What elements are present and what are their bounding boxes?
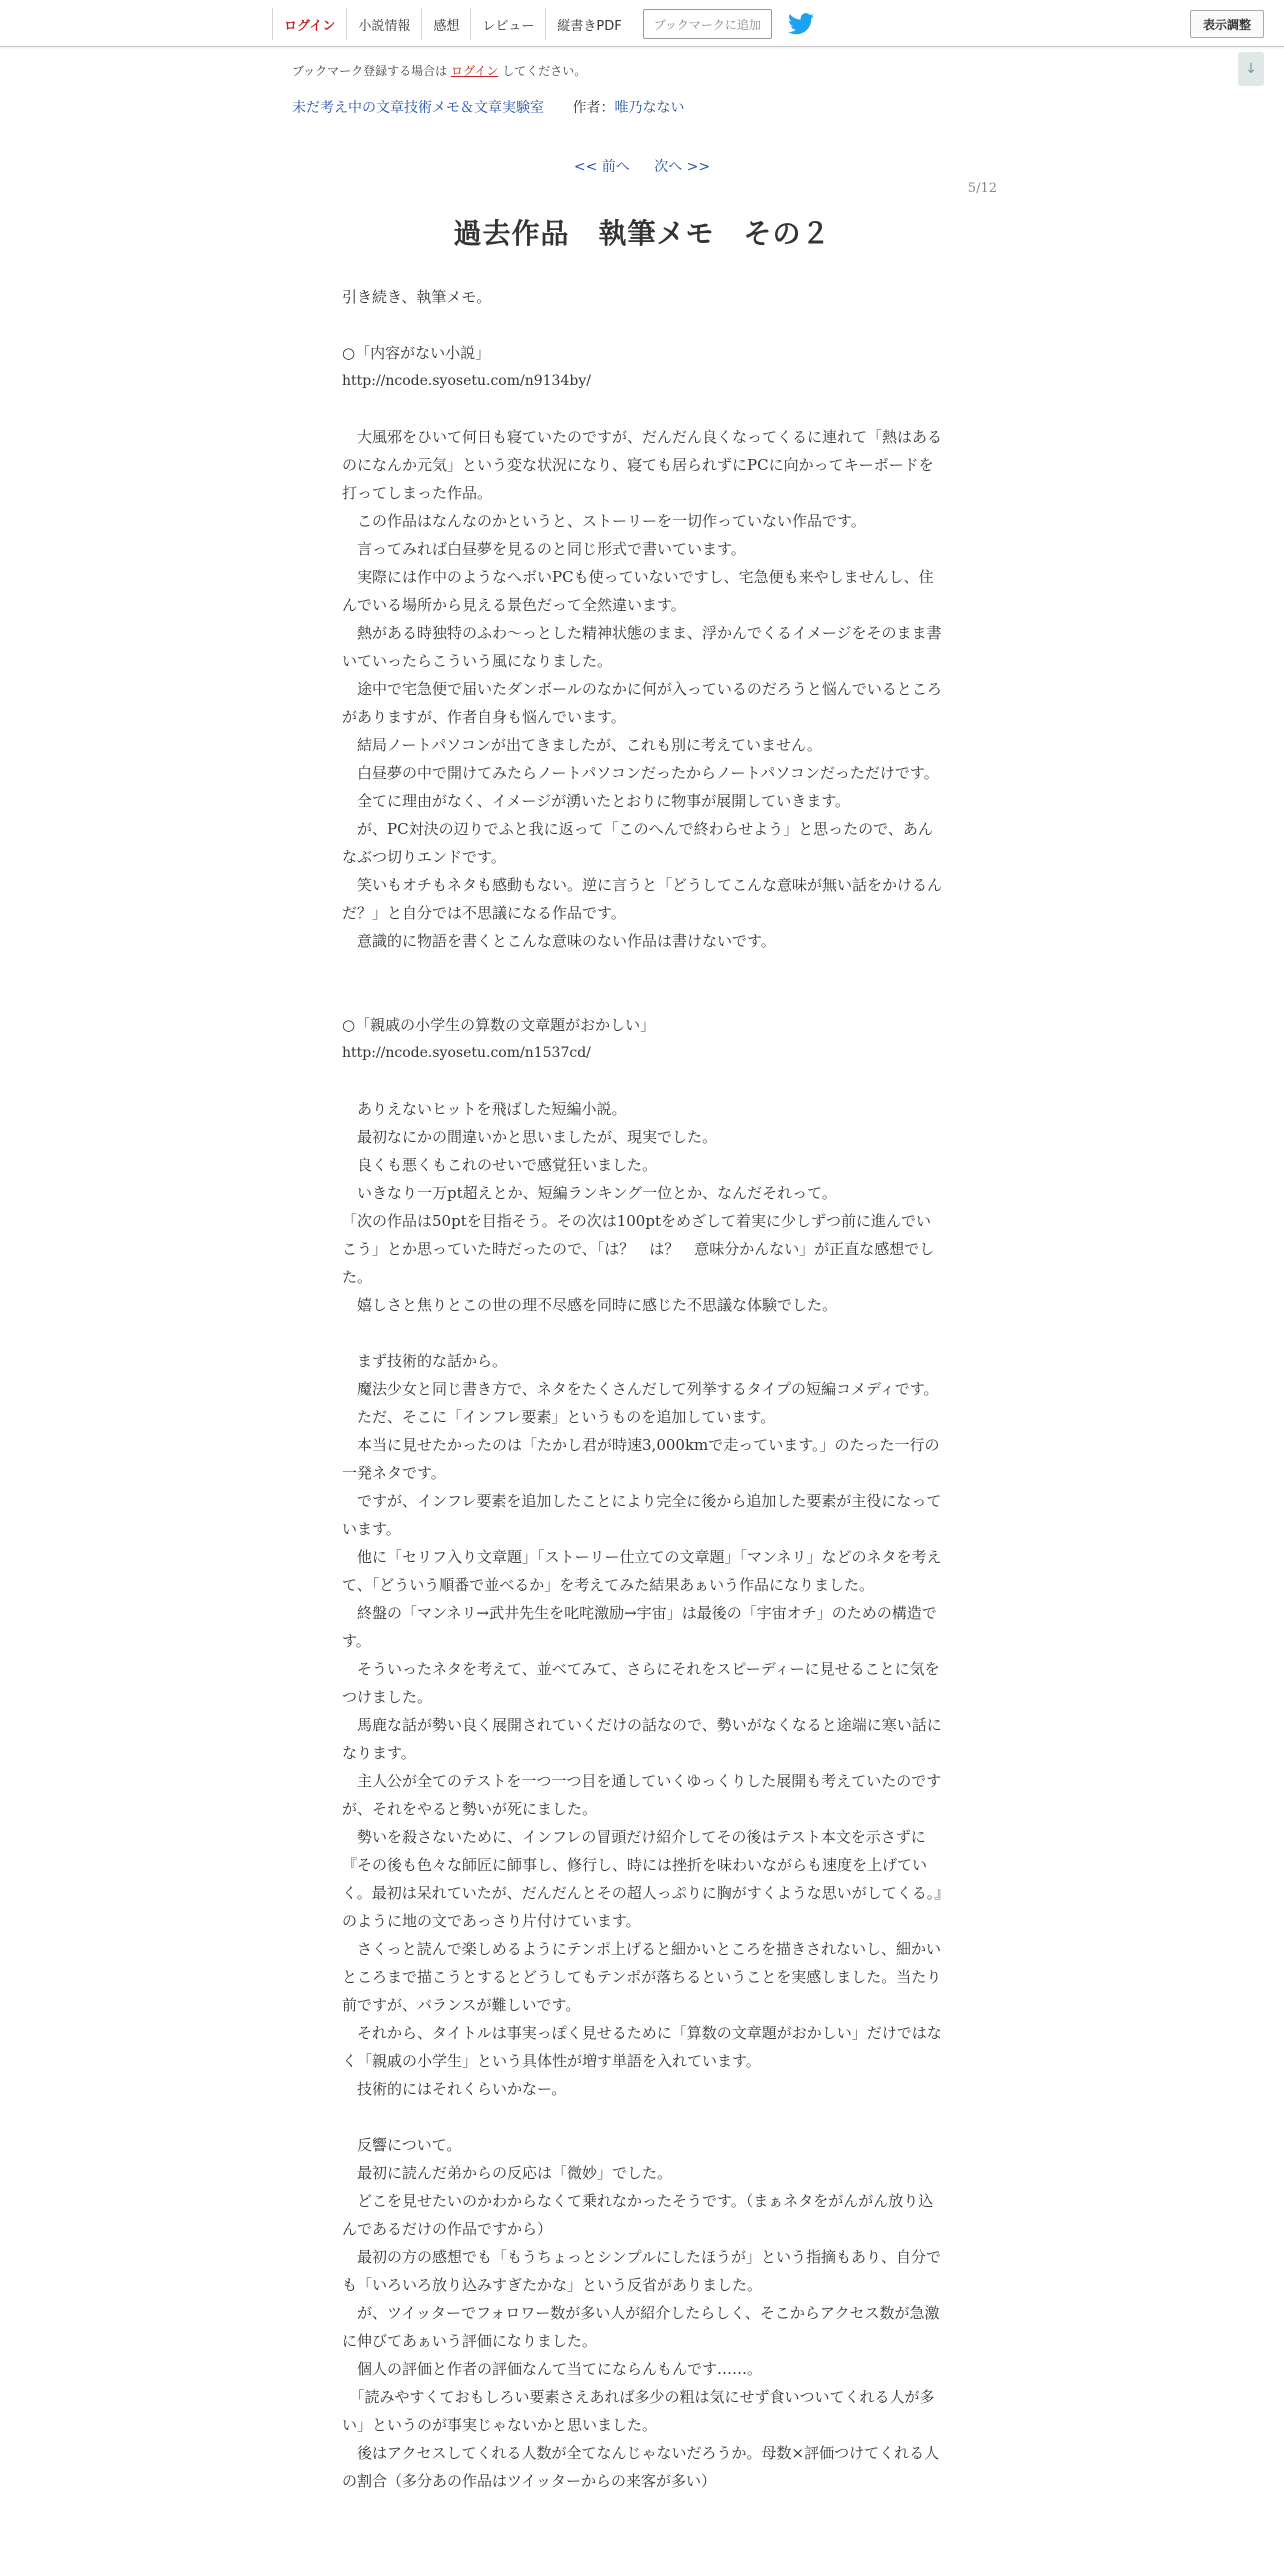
prev-page-link[interactable]: << 前へ (573, 159, 630, 175)
body-paragraph: 嬉しさと焦りとこの世の理不尽感を同時に感じた不思議な体験でした。 (342, 1296, 838, 1314)
body-paragraph: 結局ノートパソコンが出てきましたが、これも別に考えていません。 (342, 736, 822, 754)
body-paragraph: 最初に読んだ弟からの反応は「微妙」でした。 (342, 2164, 673, 2182)
body-paragraph: ありえないヒットを飛ばした短編小説。 (342, 1100, 627, 1118)
blank-line (342, 311, 942, 339)
scroll-down-arrow-icon[interactable]: ↓ (1238, 52, 1264, 86)
body-paragraph: 途中で宅急便で届いたダンボールのなかに何が入っているのだろうと悩んでいるところがありますが、作者自身も悩んでいます。 (342, 680, 942, 726)
body-paragraph: 本当に見せたかったのは「たかし君が時速3,000kmで走っています。」のたった一行の一発ネタです。 (342, 1436, 940, 1482)
body-paragraph: 主人公が全てのテストを一つ一つ目を通していくゆっくりした展開も考えていたのですが、それをやると勢いが死にました。 (342, 1772, 942, 1818)
nav-menu (272, 8, 814, 40)
add-bookmark-button[interactable]: ブックマークに追加 (643, 9, 772, 39)
body-paragraph: さくっと読んで楽しめるようにテンポ上げると細かいところを描きされないし、細かいところまで描こうとするとどうしてもテンポが落ちるということを実感しました。当たり前ですが、バランスが難しいです。 (342, 1940, 942, 2014)
body-paragraph: 終盤の「マンネリ→武井先生を叱咤激励→宇宙」は最後の「宇宙オチ」のための構造です。 (342, 1604, 937, 1650)
body-paragraph: 後はアクセスしてくれる人数が全てなんじゃないだろうか。母数×評価つけてくれる人の割合（多分あの作品はツイッターからの来客が多い） (342, 2444, 940, 2490)
pager (0, 156, 1284, 176)
twitter-icon[interactable] (788, 13, 814, 35)
body-paragraph: 技術的にはそれくらいかなー。 (342, 2080, 567, 2098)
blank-line (342, 1319, 942, 1347)
body-paragraph: 最初の方の感想でも「もうちょっとシンプルにしたほうが」という指摘もあり、自分でも「いろいろ放り込みすぎたかな」という反省がありました。 (342, 2248, 942, 2294)
body-paragraph: ○「内容がない小説」 (342, 344, 491, 362)
body-paragraph: 最初なにかの間違いかと思いましたが、現実でした。 (342, 1128, 718, 1146)
body-paragraph: 「読みやすくておもしろい要素さえあれば多少の粗は気にせず食いついてくれる人が多い」というのが事実じゃないかと思いました。 (342, 2388, 935, 2434)
series-title-link[interactable]: 未だ考え中の文章技術メモ＆文章実験室 (292, 100, 544, 116)
bookmark-login-link[interactable]: ログイン (451, 64, 499, 78)
novel-body (342, 283, 942, 2495)
body-paragraph: まず技術的な話から。 (342, 1352, 508, 1370)
body-paragraph: ○「親戚の小学生の算数の文章題がおかしい」 (342, 1016, 656, 1034)
body-paragraph: 「次の作品は50ptを目指そう。その次は100ptをめざして着実に少しずつ前に進んでいこう」とか思っていた時だったので、「は？ は？ 意味分かんない」が正直な感想でした。 (342, 1212, 935, 1286)
body-paragraph: 他に「セリフ入り文章題」「ストーリー仕立ての文章題」「マンネリ」などのネタを考えて、「どういう順番で並べるか」を考えてみた結果あぁいう作品になりました。 (342, 1548, 942, 1594)
body-paragraph: 反響について。 (342, 2136, 462, 2154)
display-settings-button[interactable]: 表示調整 (1190, 10, 1264, 38)
novel-info-link[interactable]: 小説情報 (346, 8, 421, 40)
series-info (292, 97, 684, 117)
work-url-link[interactable]: http://ncode.syosetu.com/n9134by/ (342, 373, 591, 389)
body-paragraph: 引き続き、執筆メモ。 (342, 288, 492, 306)
body-paragraph: 言ってみれば白昼夢を見るのと同じ形式で書いています。 (342, 540, 746, 558)
body-paragraph: 良くも悪くもこれのせいで感覚狂いました。 (342, 1156, 658, 1174)
body-paragraph: が、PC対決の辺りでふと我に返って「このへんで終わらせよう」と思ったので、あんなぶつ切りエンドです。 (342, 820, 933, 866)
body-paragraph: どこを見せたいのかわからなくて乗れなかったそうです。（まぁネタをがんがん放り込んであるだけの作品ですから） (342, 2192, 934, 2238)
blank-line (342, 983, 942, 1011)
body-paragraph: が、ツイッターでフォロワー数が多い人が紹介したらしく、そこからアクセス数が急激に伸びてあぁいう評価になりました。 (342, 2304, 940, 2350)
body-paragraph: 実際には作中のようなへボいPCも使っていないですし、宅急便も来やしませんし、住んでいる場所から見える景色だって全然違います。 (342, 568, 934, 614)
body-paragraph: 熱がある時独特のふわ～っとした精神状態のまま、浮かんでくるイメージをそのまま書いていったらこういう風になりました。 (342, 624, 942, 670)
body-paragraph: ただ、そこに「インフレ要素」というものを追加しています。 (342, 1408, 776, 1426)
top-nav-bar (0, 0, 1284, 47)
body-paragraph: 意識的に物語を書くとこんな意味のない作品は書けないです。 (342, 932, 776, 950)
body-paragraph: 大風邪をひいて何日も寝ていたのですが、だんだん良くなってくるに連れて「熱はあるのになんか元気」という変な状況になり、寝ても居られずにPCに向かってキーボードを打ってしまった作品。 (342, 428, 943, 502)
chapter-title: 過去作品 執筆メモ その２ (453, 217, 831, 250)
body-paragraph: 笑いもオチもネタも感動もない。逆に言うと「どうしてこんな意味が無い話をかけるんだ？」と自分では不思議になる作品です。 (342, 876, 943, 922)
bookmark-notice-prefix: ブックマーク登録する場合は (292, 64, 448, 78)
body-paragraph: 馬鹿な話が勢い良く展開されていくだけの話なので、勢いがなくなると途端に寒い話になります。 (342, 1716, 942, 1762)
login-link[interactable]: ログイン (272, 8, 346, 40)
work-url-link[interactable]: http://ncode.syosetu.com/n1537cd/ (342, 1045, 591, 1061)
next-page-link[interactable]: 次へ >> (654, 159, 711, 175)
blank-line (342, 395, 942, 423)
body-paragraph: ですが、インフレ要素を追加したことにより完全に後から追加した要素が主役になっています。 (342, 1492, 942, 1538)
page-count: 5/12 (967, 181, 997, 196)
blank-line (342, 955, 942, 983)
impressions-link[interactable]: 感想 (421, 8, 470, 40)
body-paragraph: それから、タイトルは事実っぽく見せるために「算数の文章題がおかしい」だけではなく「親戚の小学生」という具体性が増す単語を入れています。 (342, 2024, 942, 2070)
body-paragraph: 白昼夢の中で開けてみたらノートパソコンだったからノートパソコンだっただけです。 (342, 764, 939, 782)
body-paragraph: 勢いを殺さないために、インフレの冒頭だけ紹介してその後はテスト本文を示さずに『その後も色々な師匠に師事し、修行し、時には挫折を味わいながらも速度を上げていく。最初は呆れていたが、だんだんとその超人っぷりに胸がすくような思いがしてくる。』のように地の文であっさり片付けています。 (342, 1828, 942, 1930)
vertical-pdf-link[interactable]: 縦書きPDF (545, 8, 632, 40)
blank-line (342, 1067, 942, 1095)
blank-line (342, 2103, 942, 2131)
body-paragraph: 個人の評価と作者の評価なんて当てにならんもんです……。 (342, 2360, 763, 2378)
bookmark-notice-suffix: してください。 (502, 64, 587, 78)
bookmark-notice (292, 62, 586, 79)
body-paragraph: いきなり一万pt超えとか、短編ランキング一位とか、なんだそれって。 (342, 1184, 837, 1202)
author-label: 作者： (572, 100, 615, 116)
body-paragraph: 全てに理由がなく、イメージが湧いたとおりに物事が展開していきます。 (342, 792, 851, 810)
body-paragraph: そういったネタを考えて、並べてみて、さらにそれをスピーディーに見せることに気をつけました。 (342, 1660, 940, 1706)
review-link[interactable]: レビュー (470, 8, 545, 40)
author-name-link[interactable]: 唯乃なない (614, 100, 685, 116)
body-paragraph: 魔法少女と同じ書き方で、ネタをたくさんだして列挙するタイプの短編コメディです。 (342, 1380, 939, 1398)
body-paragraph: この作品はなんなのかというと、ストーリーを一切作っていない作品です。 (342, 512, 866, 530)
